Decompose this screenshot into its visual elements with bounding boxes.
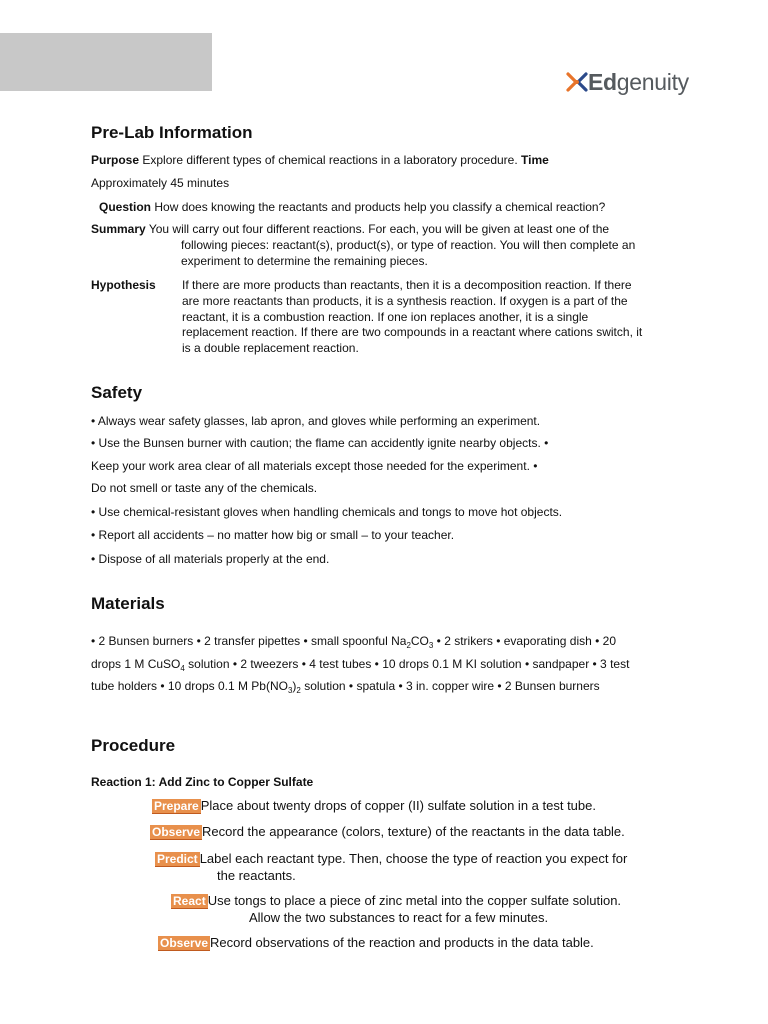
- edgenuity-logo: [566, 66, 689, 98]
- summary-text-2: following pieces: reactant(s), product(s), or type of reaction. You will then complete an: [181, 238, 636, 252]
- hypothesis-text-2: are more reactants than products, it is a synthesis reaction. If oxygen is a part of the: [182, 294, 628, 308]
- prelab-heading: Pre-Lab Information: [91, 123, 253, 142]
- step-tag-predict: Predict: [157, 852, 198, 866]
- hypothesis-text-5: is a double replacement reaction.: [182, 341, 359, 355]
- header-gray-block: [0, 33, 212, 91]
- summary-line-1: [91, 221, 609, 237]
- safety-line-2: • Use the Bunsen burner with caution; the flame can accidently ignite nearby objects. •: [91, 436, 549, 450]
- logo-text: Edgenuity: [588, 68, 689, 95]
- step-text: Place about twenty drops of copper (II) sulfate solution in a test tube.: [200, 798, 596, 813]
- safety-line-6: • Report all accidents – no matter how big or small – to your teacher.: [91, 528, 455, 542]
- step-tag-react: React: [173, 894, 206, 908]
- summary-text-1: You will carry out four different reactions. For each, you will be given at least one of the: [148, 222, 610, 236]
- step-react-cont: Allow the two substances to react for a few minutes.: [249, 910, 549, 925]
- question-text: How does knowing the reactants and products help you classify a chemical reaction?: [154, 200, 606, 214]
- materials-line-3: tube holders • 10 drops 0.1 M $Pb(NO_3)_2$ solution • spatula • 3 in. copper wire • 2 Bunsen burners: [91, 679, 600, 695]
- step-react: [171, 892, 621, 910]
- step-tag-prepare: Prepare: [154, 799, 199, 813]
- materials-heading: Materials: [91, 594, 165, 613]
- step-text: Use tongs to place a piece of zinc metal into the copper sulfate solution.: [207, 893, 622, 908]
- procedure-heading: Procedure: [91, 736, 176, 755]
- question-label: Question: [99, 200, 152, 214]
- hypothesis-text-4: replacement reaction. If there are two compounds in a reactant where cations switch, it: [182, 325, 643, 339]
- reaction1-title: Reaction 1: Add Zinc to Copper Sulfate: [91, 775, 314, 789]
- step-prepare: [152, 797, 596, 815]
- question-line: [99, 199, 605, 215]
- step-text: Label each reactant type. Then, choose the type of reaction you expect for: [199, 851, 628, 866]
- hypothesis-text-1: If there are more products than reactants, then it is a decomposition reaction. If there: [182, 278, 632, 292]
- time-label: Time: [521, 153, 549, 167]
- step-tag-observe: Observe: [160, 936, 209, 950]
- safety-line-1: • Always wear safety glasses, lab apron, and gloves while performing an experiment.: [91, 414, 541, 428]
- step-text: Record the appearance (colors, texture) of the reactants in the data table.: [202, 824, 625, 839]
- step-tag-observe: Observe: [152, 825, 201, 839]
- step-observe-2: [158, 934, 594, 952]
- step-text: Record observations of the reaction and products in the data table.: [210, 935, 594, 950]
- materials-line-2: drops 1 M CuSO$_4$ solution • 2 tweezers • 4 test tubes • 10 drops 0.1 M KI solution • sandpaper • 3 test: [91, 657, 630, 673]
- safety-line-4: Do not smell or taste any of the chemicals.: [91, 481, 318, 495]
- materials-line-1: • 2 Bunsen burners • 2 transfer pipettes • small spoonful $Na_2CO_3$ • 2 strikers • evaporating dish • 20: [91, 634, 617, 650]
- safety-line-7: • Dispose of all materials properly at the end.: [91, 552, 330, 566]
- hypothesis-label: Hypothesis: [91, 278, 156, 292]
- safety-heading: Safety: [91, 383, 143, 402]
- safety-line-5: • Use chemical-resistant gloves when handling chemicals and tongs to move hot objects.: [91, 505, 563, 519]
- purpose-label: Purpose: [91, 153, 140, 167]
- hypothesis-text-3: reactant, it is a combustion reaction. If one ion replaces another, it is a single: [182, 310, 589, 324]
- safety-line-3: Keep your work area clear of all materials except those needed for the experiment. •: [91, 459, 538, 473]
- purpose-line: [91, 152, 691, 168]
- time-text: Approximately 45 minutes: [91, 176, 230, 190]
- step-predict-cont: the reactants.: [217, 868, 296, 883]
- purpose-text: Explore different types of chemical reactions in a laboratory procedure.: [142, 153, 518, 167]
- step-observe-1: [150, 823, 625, 841]
- edgenuity-x-icon: [566, 71, 588, 93]
- summary-text-3: experiment to determine the remaining pieces.: [181, 254, 428, 268]
- summary-label: Summary: [91, 222, 146, 236]
- step-predict: [155, 850, 627, 868]
